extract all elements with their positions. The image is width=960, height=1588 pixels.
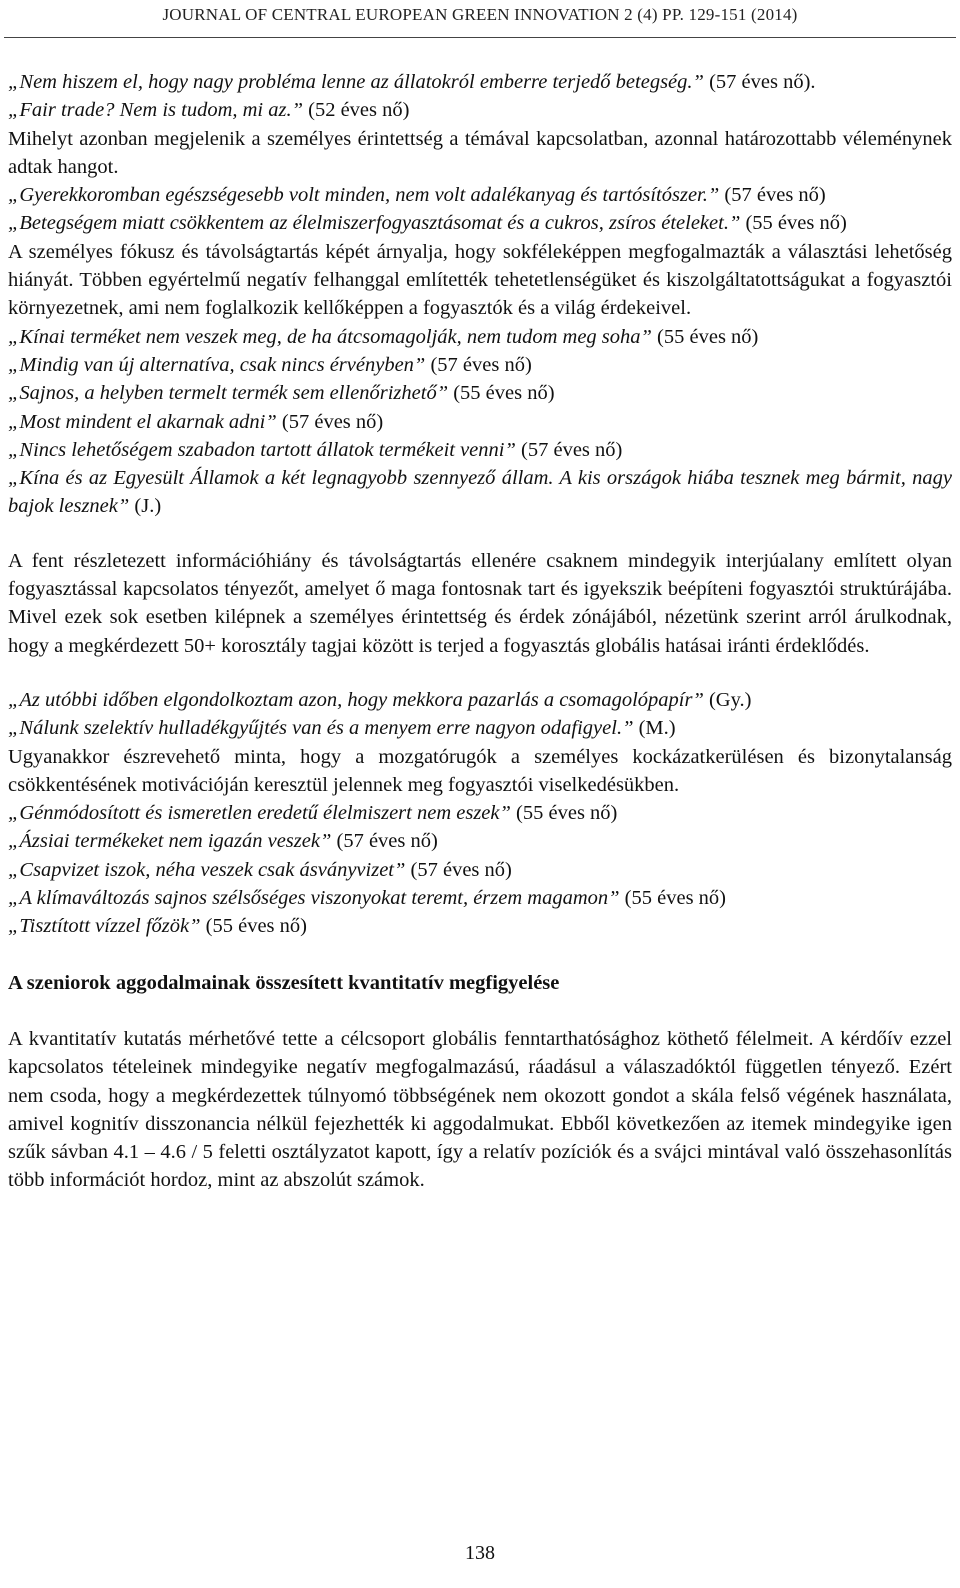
body-paragraph: A kvantitatív kutatás mérhetővé tette a célcsoport globális fenntarthatósághoz köthető félelmeit. A kérdőív ezzel kapcsolatos tételeinek mindegyike negatív megfogalmazású, ráadásul a válaszadóktól független tényező. Ezért nem csoda, hogy a megkérdezettek túlnyomó többségének nem okozott gondot a skála felső végének használata, amivel kognitív disszonancia nélkül fejezhették ki aggodalmukat. Ebből következően az itemek mindegyike igen szűk sávban 4.1 – 4.6 / 5 feletti osztályzatot kapott, így a relatív pozíciók és a svájci mintával való összehasonlítás több információt hordoz, mint az abszolút számok.	[8, 1027, 952, 1192]
quote-text: „Nincs lehetőségem szabadon tartott állatok termékeit venni”	[8, 438, 516, 461]
body-paragraph: A személyes fókusz és távolságtartás képét árnyalja, hogy sokféleképpen megfogalmazták a választási lehetőség hiányát. Többen egyértelmű negatív felhanggal említették tehetetlenségüket és kiszolgáltatottságukat a fogyasztói környezetnek, ami nem foglalkozik kellőképpen a fogyasztók és a világ érdekeivel.	[8, 240, 952, 320]
page-footer	[0, 1542, 960, 1565]
body-paragraph: Mihelyt azonban megjelenik a személyes érintettség a témával kapcsolatban, azonnal határozottabb véleménynek adtak hangot.	[8, 127, 952, 178]
quote-attribution: (J.)	[129, 495, 162, 518]
paragraph-spacer	[8, 997, 952, 1025]
quote-text: „Gyerekkoromban egészségesebb volt minden, nem volt adalékanyag és tartósítószer.”	[8, 184, 720, 207]
running-header	[0, 0, 960, 38]
body-paragraph: Ugyanakkor észrevehető minta, hogy a mozgatórugók a személyes kockázatkerülésen és bizonytalanság csökkentésének motivációján keresztül jelennek meg fogyasztói viselkedésükben.	[8, 745, 952, 796]
quote-text: „Betegségem miatt csökkentem az élelmiszerfogyasztásomat és a cukros, zsíros ételeket.”	[8, 212, 741, 235]
page-number: 138	[465, 1542, 495, 1564]
quote-text: „Most mindent el akarnak adni”	[8, 410, 277, 433]
quote-text: „Tisztított vízzel főzök”	[8, 915, 201, 938]
body-paragraph: A fent részletezett információhiány és távolságtartás ellenére csaknem mindegyik interjúalany említett olyan fogyasztással kapcsolatos tényezőt, amelyet ő maga fontosnak tart és igyekszik beépíteni fogyasztói struktúrájába. Mivel ezek sok esetben kilépnek a személyes érintettség és érdek zónájából, nézetünk szerint arról árulkodnak, hogy a megkérdezett 50+ korosztály tagjai között is terjed a fogyasztás globális hatásai iránti érdeklődés.	[8, 549, 952, 657]
paragraph-spacer	[8, 941, 952, 969]
quote-attribution: (55 éves nő)	[651, 325, 759, 348]
section-heading: A szeniorok aggodalmainak összesített kvantitatív megfigyelése	[8, 971, 560, 994]
quote-text: „Nem hiszem el, hogy nagy probléma lenne az állatokról emberre terjedő betegség.”	[8, 71, 704, 93]
quote-attribution: (57 éves nő)	[719, 184, 826, 207]
quote-attribution: (57 éves nő).	[703, 71, 816, 93]
quote-attribution: (55 éves nő)	[619, 887, 727, 910]
quote-line	[8, 884, 952, 912]
quote-text: „A klímaváltozás sajnos szélsőséges viszonyokat teremt, érzem magamon”	[8, 887, 620, 910]
quote-attribution: (52 éves nő)	[303, 99, 410, 122]
quote-line	[8, 351, 952, 379]
quote-text: „Csapvizet iszok, néha veszek csak ásványvizet”	[8, 858, 406, 881]
quote-attribution: (57 éves nő)	[276, 410, 384, 433]
journal-title: JOURNAL OF CENTRAL EUROPEAN GREEN INNOVATION 2 (4) PP. 129-151 (2014)	[162, 5, 798, 24]
quote-line	[8, 209, 952, 237]
quote-attribution: (57 éves nő)	[515, 438, 623, 461]
quote-attribution: (55 éves nő)	[200, 915, 307, 938]
quote-line	[8, 323, 952, 351]
quote-line	[8, 181, 952, 209]
quote-attribution: (55 éves nő)	[448, 382, 555, 405]
quote-attribution: (M.)	[633, 717, 676, 740]
header-divider	[4, 37, 956, 38]
quote-text: „Mindig van új alternatíva, csak nincs érvényben”	[8, 353, 426, 376]
quote-attribution: (Gy.)	[703, 688, 752, 711]
quote-line	[8, 68, 952, 96]
quote-text: „Fair trade? Nem is tudom, mi az.”	[8, 99, 303, 122]
quote-line	[8, 96, 952, 124]
paragraph-spacer	[8, 660, 952, 686]
quote-text: „Sajnos, a helyben termelt termék sem ellenőrizhető”	[8, 382, 449, 405]
quote-text: „Az utóbbi időben elgondolkoztam azon, hogy mekkora pazarlás a csomagolópapír”	[8, 688, 704, 711]
quote-line	[8, 856, 952, 884]
quote-text: „Ázsiai termékeket nem igazán veszek”	[8, 830, 332, 853]
article-body	[8, 68, 952, 1195]
quote-attribution: (55 éves nő)	[740, 212, 847, 235]
quote-line	[8, 912, 952, 940]
quote-line	[8, 799, 952, 827]
paragraph-spacer	[8, 521, 952, 547]
quote-line	[8, 436, 952, 464]
quote-line	[8, 408, 952, 436]
quote-text: „Kína és az Egyesült Államok a két legnagyobb szennyező állam. A kis országok hiába tesznek meg bármit, nagy bajok lesznek”	[8, 467, 952, 518]
quote-line	[8, 464, 952, 521]
quote-attribution: (57 éves nő)	[331, 830, 438, 853]
quote-line	[8, 686, 952, 714]
quote-attribution: (57 éves nő)	[425, 353, 532, 376]
quote-text: „Nálunk szelektív hulladékgyűjtés van és a menyem erre nagyon odafigyel.”	[8, 717, 634, 740]
quote-line	[8, 827, 952, 855]
quote-line	[8, 714, 952, 742]
quote-text: „Kínai terméket nem veszek meg, de ha átcsomagolják, nem tudom meg soha”	[8, 325, 652, 348]
quote-attribution: (55 éves nő)	[510, 802, 618, 825]
quote-attribution: (57 éves nő)	[405, 858, 512, 881]
quote-text: „Génmódosított és ismeretlen eredetű élelmiszert nem eszek”	[8, 802, 511, 825]
quote-line	[8, 379, 952, 407]
